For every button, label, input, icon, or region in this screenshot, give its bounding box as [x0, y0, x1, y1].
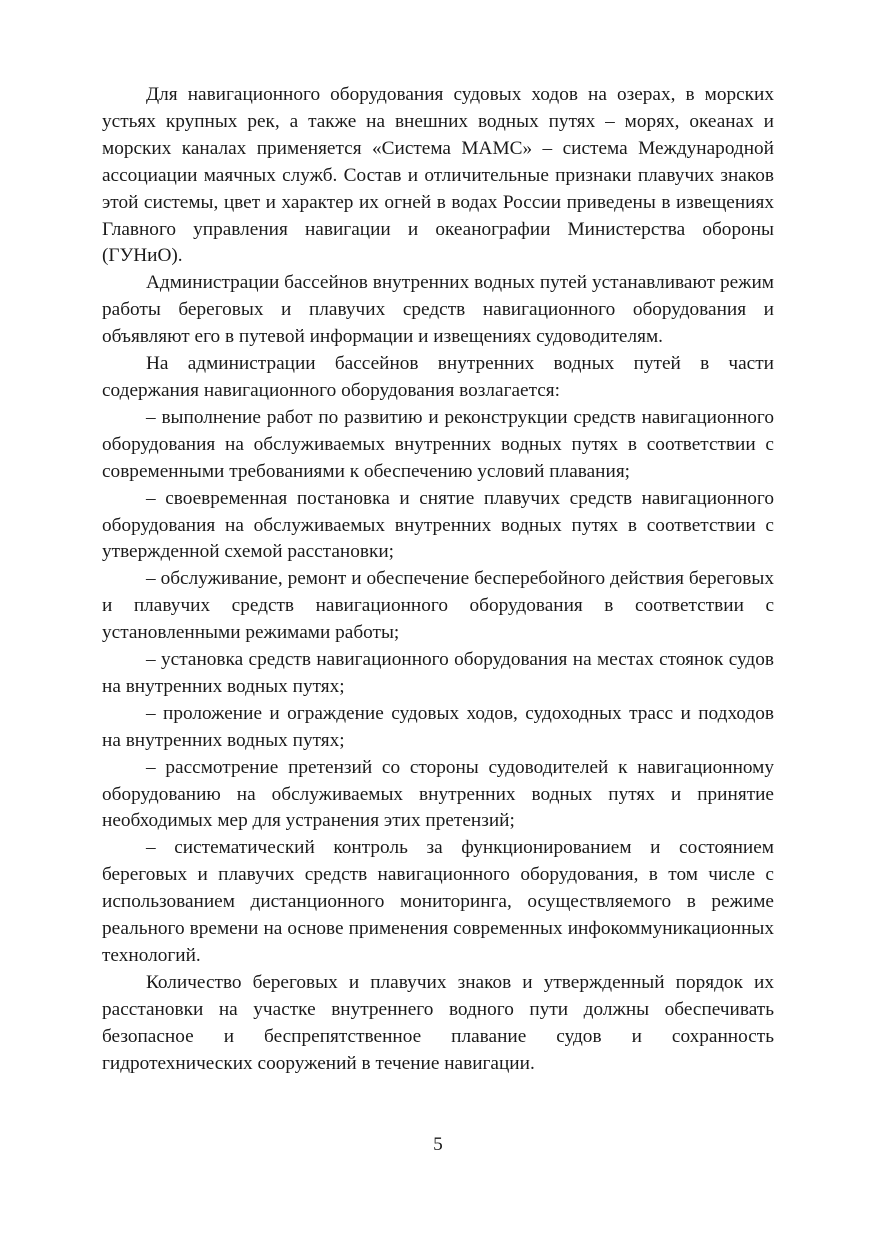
list-item-fairway-laying: – проложение и ограждение судовых ходов, судоходных трасс и подходов на внутренних водных путях;: [102, 702, 774, 751]
paragraph-mams-system: Для навигационного оборудования судовых ходов на озерах, в морских устьях крупных рек, а также на внешних водных путях – морях, океанах и морских каналах применяется «Система МАМС» – система Международной ассоциации маячных служб. Состав и отличительные признаки плавучих знаков этой системы, цвет и характер их огней в водах России приведены в извещениях Главного управления навигации и океанографии Министерства обороны (ГУНиО).: [102, 84, 774, 267]
list-item-claims: – рассмотрение претензий со стороны судоводителей к навигационному оборудованию на обслуживаемых внутренних водных путях и принятие необходимых мер для устранения этих претензий;: [102, 756, 774, 832]
list-item-monitoring: – систематический контроль за функционированием и состоянием береговых и плавучих средств навигационного оборудования, в том числе с использованием дистанционного мониторинга, осуществляемого в режиме реального времени на основе применения современных инфокоммуникационных технологий.: [102, 837, 774, 966]
paragraph-administration-mode: Администрации бассейнов внутренних водных путей устанавливают режим работы береговых и плавучих средств навигационного оборудования и объявляют его в путевой информации и извещениях судоводителям.: [102, 272, 774, 348]
list-item-parking-installation: – установка средств навигационного оборудования на местах стоянок судов на внутренних водных путях;: [102, 649, 774, 697]
paragraph-signs-quantity: Количество береговых и плавучих знаков и утвержденный порядок их расстановки на участке внутреннего водного пути должны обеспечивать безопасное и беспрепятственное плавание судов и сохранность гидротехнических сооружений в течение навигации.: [102, 971, 774, 1074]
paragraph-duties-intro: На администрации бассейнов внутренних водных путей в части содержания навигационного оборудования возлагается:: [102, 353, 774, 401]
page-body: [102, 82, 774, 1078]
list-item-placement: – своевременная постановка и снятие плавучих средств навигационного оборудования на обслуживаемых внутренних водных путях в соответствии с утвержденной схемой расстановки;: [102, 487, 774, 563]
list-item-maintenance: – обслуживание, ремонт и обеспечение бесперебойного действия береговых и плавучих средств навигационного оборудования в соответствии с установленными режимами работы;: [102, 568, 774, 644]
page-number: 5: [433, 1134, 443, 1155]
list-item-development: – выполнение работ по развитию и реконструкции средств навигационного оборудования на обслуживаемых внутренних водных путях в соответствии с современными требованиями к обеспечению условий плавания;: [102, 406, 774, 482]
